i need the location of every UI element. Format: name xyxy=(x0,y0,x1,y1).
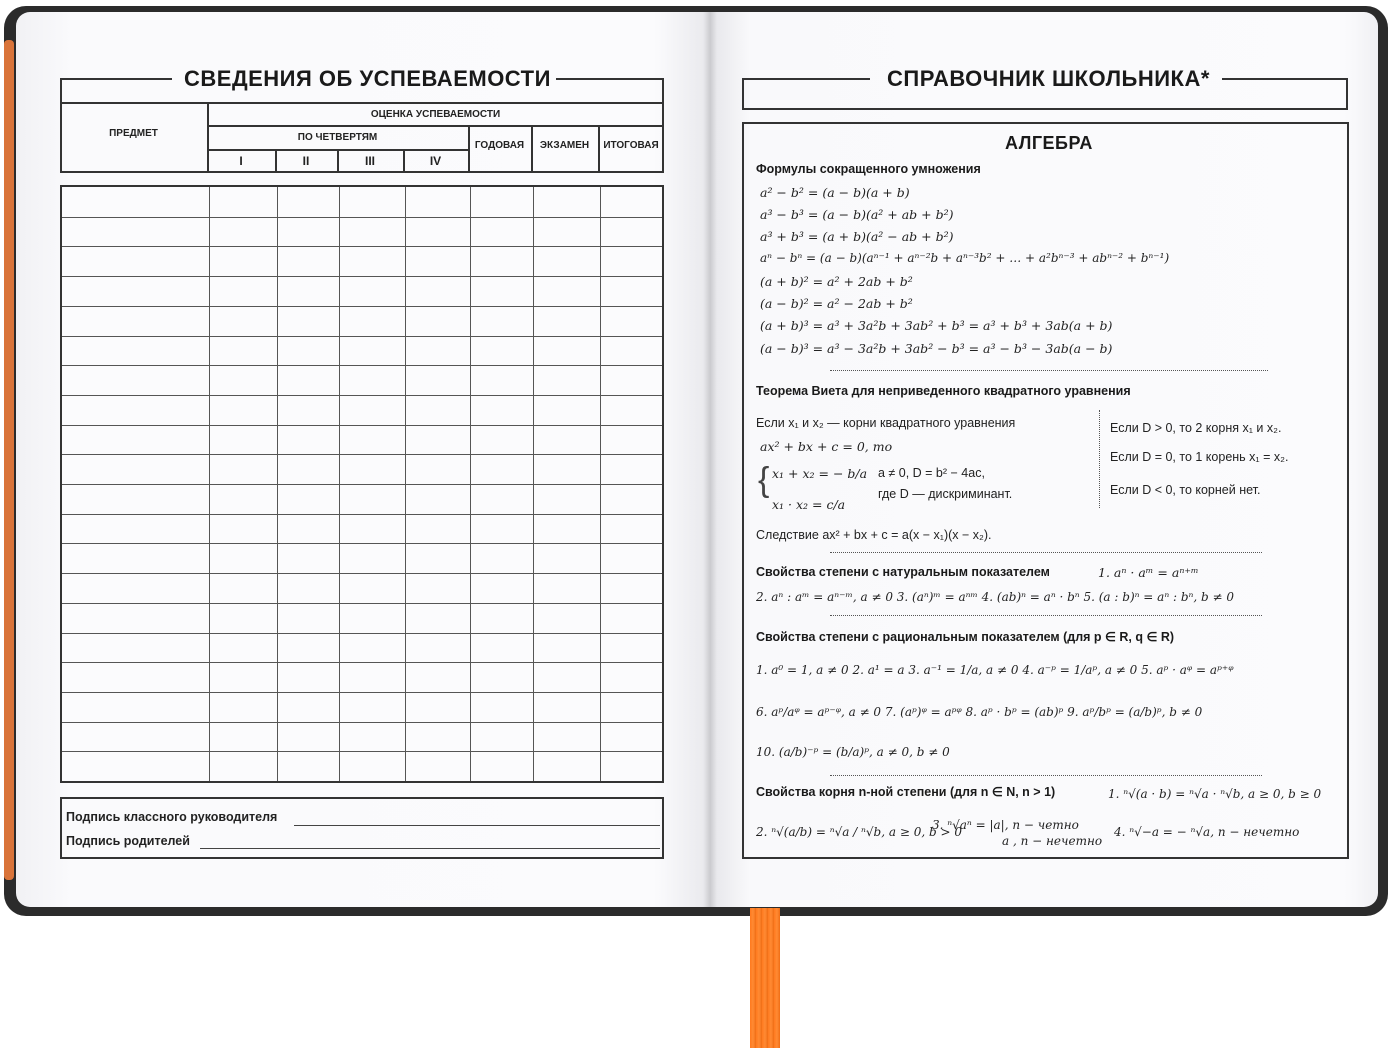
s5-p3a: 3. ⁿ√aⁿ = |a|, n − четно xyxy=(932,818,1079,832)
grid-row-line xyxy=(62,365,662,366)
signatures-box xyxy=(60,797,664,859)
s5-p4: 4. ⁿ√−a = − ⁿ√a, n − нечетно xyxy=(1114,825,1300,839)
grid-col-line xyxy=(470,187,471,781)
s3-line: 2. aⁿ : aᵐ = aⁿ⁻ᵐ, a ≠ 0 3. (aⁿ)ᵐ = aⁿᵐ 4. (ab)ⁿ = aⁿ · bⁿ 5. (a : b)ⁿ = aⁿ : bⁿ, b ≠ 0 xyxy=(756,590,1235,604)
column-divider xyxy=(1099,410,1100,508)
col-subject: ПРЕДМЕТ xyxy=(109,128,158,139)
ref-title-rule-right xyxy=(1222,78,1348,80)
s5-p3b: a , n − нечетно xyxy=(1002,834,1103,848)
sig-parents-label: Подпись родителей xyxy=(66,834,190,848)
s2-r1: Если D > 0, то 2 корня x₁ и x₂. xyxy=(1110,421,1282,435)
grid-row-line xyxy=(62,336,662,337)
s4-line2: 6. aᵖ/aᵠ = aᵖ⁻ᵠ, a ≠ 0 7. (aᵖ)ᵠ = aᵖᵠ 8. aᵖ · bᵖ = (ab)ᵖ 9. aᵖ/bᵖ = (a/b)ᵖ, b ≠ 0 xyxy=(756,705,1203,719)
s2-cond1: a ≠ 0, D = b² − 4ac, xyxy=(878,466,985,480)
grid-col-line xyxy=(405,187,406,781)
spine-shadow xyxy=(703,12,717,907)
grid-col-line xyxy=(339,187,340,781)
grid-row-line xyxy=(62,246,662,247)
grid-row-line xyxy=(62,543,662,544)
grid-col-line xyxy=(600,187,601,781)
divider xyxy=(830,615,1262,616)
grid-row-line xyxy=(62,633,662,634)
ref-title: СПРАВОЧНИК ШКОЛЬНИКА* xyxy=(887,66,1210,91)
s5-p1: 1. ⁿ√(a · b) = ⁿ√a · ⁿ√b, a ≥ 0, b ≥ 0 xyxy=(1108,787,1322,801)
grid-col-line xyxy=(533,187,534,781)
s1-formula: a³ + b³ = (a + b)(a² − ab + b²) xyxy=(760,229,954,244)
grid-row-line xyxy=(62,603,662,604)
grid-row-line xyxy=(62,692,662,693)
col-exam: ЭКЗАМЕН xyxy=(539,140,590,151)
s3-title: Свойства степени с натуральным показателем xyxy=(756,565,1050,579)
s1-title: Формулы сокращенного умножения xyxy=(756,162,981,176)
cover-edge xyxy=(4,40,14,880)
s3-p1: 1. aⁿ · aᵐ = aⁿ⁺ᵐ xyxy=(1098,565,1199,580)
subject-title: АЛГЕБРА xyxy=(1005,133,1093,153)
s5-title: Свойства корня n-ной степени (для n ∈ N, n > 1) xyxy=(756,785,1056,799)
s2-line2: ax² + bx + c = 0, то xyxy=(760,439,893,454)
s4-line3: 10. (a/b)⁻ᵖ = (b/a)ᵖ, a ≠ 0, b ≠ 0 xyxy=(756,745,950,759)
brace-icon: { xyxy=(758,461,770,499)
grid-row-line xyxy=(62,722,662,723)
s1-formula: a³ − b³ = (a − b)(a² + ab + b²) xyxy=(760,207,954,222)
grid-row-line xyxy=(62,662,662,663)
s1-formula: (a + b)³ = a³ + 3a²b + 3ab² + b³ = a³ + b³ + 3ab(a + b) xyxy=(760,318,1113,333)
s1-formula: (a + b)² = a² + 2ab + b² xyxy=(760,274,913,289)
col-q4: IV xyxy=(429,154,442,168)
col-q1: I xyxy=(239,154,243,168)
s1-formula: (a − b)² = a² − 2ab + b² xyxy=(760,296,913,311)
grades-grid[interactable] xyxy=(60,185,664,783)
s1-formula: aⁿ − bⁿ = (a − b)(aⁿ⁻¹ + aⁿ⁻²b + aⁿ⁻³b² + … + a²bⁿ⁻³ + abⁿ⁻² + bⁿ⁻¹) xyxy=(760,251,1170,265)
grid-row-line xyxy=(62,751,662,752)
grid-row-line xyxy=(62,306,662,307)
page-title: СВЕДЕНИЯ ОБ УСПЕВАЕМОСТИ xyxy=(184,66,551,91)
s2-sum: x₁ + x₂ = − b/a xyxy=(772,466,868,481)
s2-r2: Если D = 0, то 1 корень x₁ = x₂. xyxy=(1110,450,1289,464)
col-quarters: ПО ЧЕТВЕРТЯМ xyxy=(297,132,378,143)
sig-teacher-label: Подпись классного руководителя xyxy=(66,810,278,824)
s4-title: Свойства степени с рациональным показателем (для p ∈ R, q ∈ R) xyxy=(756,630,1175,644)
s2-corollary: Следствие ax² + bx + c = a(x − x₁)(x − x₂). xyxy=(756,528,992,542)
divider xyxy=(830,370,1268,371)
bookmark-ribbon[interactable] xyxy=(750,908,780,1048)
grid-row-line xyxy=(62,514,662,515)
grid-row-line xyxy=(62,454,662,455)
grid-row-line xyxy=(62,484,662,485)
grid-row-line xyxy=(62,217,662,218)
s5-p2: 2. ⁿ√(a/b) = ⁿ√a / ⁿ√b, a ≥ 0, b > 0 xyxy=(756,825,962,839)
divider xyxy=(830,552,1262,553)
col-final: ИТОГОВАЯ xyxy=(603,140,659,151)
divider xyxy=(830,775,1262,776)
grid-row-line xyxy=(62,395,662,396)
grid-col-line xyxy=(209,187,210,781)
s2-prod: x₁ · x₂ = c/a xyxy=(772,497,846,512)
grid-row-line xyxy=(62,276,662,277)
s2-line1: Если x₁ и x₂ — корни квадратного уравнения xyxy=(756,416,1016,430)
s4-line1: 1. a⁰ = 1, a ≠ 0 2. a¹ = a 3. a⁻¹ = 1/a, a ≠ 0 4. a⁻ᵖ = 1/aᵖ, a ≠ 0 5. aᵖ · aᵠ = aᵖ⁺ᵠ xyxy=(756,663,1234,677)
grid-row-line xyxy=(62,425,662,426)
sig-teacher-line[interactable] xyxy=(294,825,660,826)
grid-col-line xyxy=(277,187,278,781)
s1-formula: (a − b)³ = a³ − 3a²b + 3ab² − b³ = a³ − b³ − 3ab(a − b) xyxy=(760,341,1113,356)
col-q2: II xyxy=(302,154,310,168)
s1-formula: a² − b² = (a − b)(a + b) xyxy=(760,185,910,200)
grades-header-table xyxy=(60,78,664,173)
s2-cond2: где D — дискриминант. xyxy=(878,487,1013,501)
col-annual: ГОДОВАЯ xyxy=(474,140,525,151)
ref-title-rule-left xyxy=(742,78,870,80)
col-q3: III xyxy=(364,154,375,168)
s2-title: Теорема Виета для неприведенного квадратного уравнения xyxy=(756,384,1131,398)
s2-r3: Если D < 0, то корней нет. xyxy=(1110,483,1261,497)
grid-row-line xyxy=(62,573,662,574)
col-grade-group: ОЦЕНКА УСПЕВАЕМОСТИ xyxy=(370,109,501,120)
sig-parents-line[interactable] xyxy=(200,848,660,849)
